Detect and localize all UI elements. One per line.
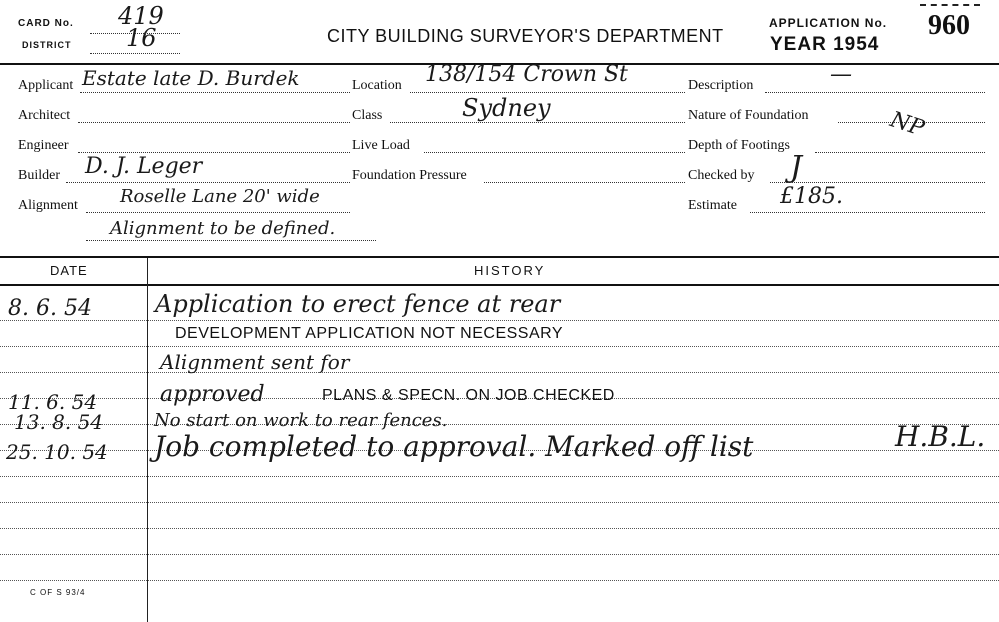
architect-label: Architect (18, 108, 71, 123)
row-1-date: 8. 6. 54 (8, 296, 92, 321)
history-header: HISTORY (474, 263, 546, 278)
alignment-note: Alignment to be defined. (110, 218, 336, 239)
column-divider (147, 258, 148, 622)
alignment-value: Roselle Lane 20' wide (120, 186, 320, 207)
nature-value: NP (886, 107, 928, 142)
row-1-text: Application to erect fence at rear (155, 290, 561, 318)
estimate-label: Estimate (688, 198, 737, 213)
card-no-label: CARD No. (18, 18, 74, 29)
row-4-stamp: PLANS & SPECN. ON JOB CHECKED (322, 387, 615, 404)
applicant-value: Estate late D. Burdek (82, 66, 300, 90)
row-6-date: 25. 10. 54 (6, 440, 108, 464)
estimate-value: £185. (780, 184, 843, 209)
row-6-signature: H.B.L. (895, 420, 986, 453)
class-label: Class (352, 108, 383, 123)
row-3-text: Alignment sent for (160, 350, 350, 374)
description-label: Description (688, 78, 754, 93)
application-no-label: APPLICATION No. (769, 16, 888, 30)
live-load-label: Live Load (352, 138, 410, 153)
row-4-date: 11. 6. 54 (8, 390, 98, 414)
row-4-text: approved (160, 382, 265, 407)
district-label: DISTRICT (22, 40, 72, 50)
card-no-value: 419 (118, 2, 164, 30)
district-value: 16 (126, 24, 157, 52)
foundation-pressure-label: Foundation Pressure (352, 168, 467, 183)
row-6-text: Job completed to approval. Marked off list (154, 430, 754, 463)
engineer-label: Engineer (18, 138, 69, 153)
date-header: DATE (50, 263, 88, 278)
description-value: — (830, 62, 852, 87)
alignment-label: Alignment (18, 198, 78, 213)
location-value: 138/154 Crown St (425, 62, 628, 87)
row-2-stamp: DEVELOPMENT APPLICATION NOT NECESSARY (175, 325, 564, 342)
builder-value: D. J. Leger (85, 154, 203, 179)
year-label: YEAR 1954 (770, 34, 880, 55)
location-label: Location (352, 78, 402, 93)
location-city: Sydney (462, 94, 551, 122)
row-5-date: 13. 8. 54 (14, 410, 104, 434)
depth-label: Depth of Footings (688, 138, 790, 153)
department-title: CITY BUILDING SURVEYOR'S DEPARTMENT (327, 26, 724, 46)
row-5-text: No start on work to rear fences. (154, 410, 448, 431)
builder-label: Builder (18, 168, 60, 183)
nature-label: Nature of Foundation (688, 108, 809, 123)
application-no-value: 960 (928, 10, 970, 41)
checked-by-value: J (790, 150, 803, 185)
form-code: C OF S 93/4 (30, 588, 86, 597)
checked-by-label: Checked by (688, 168, 755, 183)
applicant-label: Applicant (18, 78, 74, 93)
